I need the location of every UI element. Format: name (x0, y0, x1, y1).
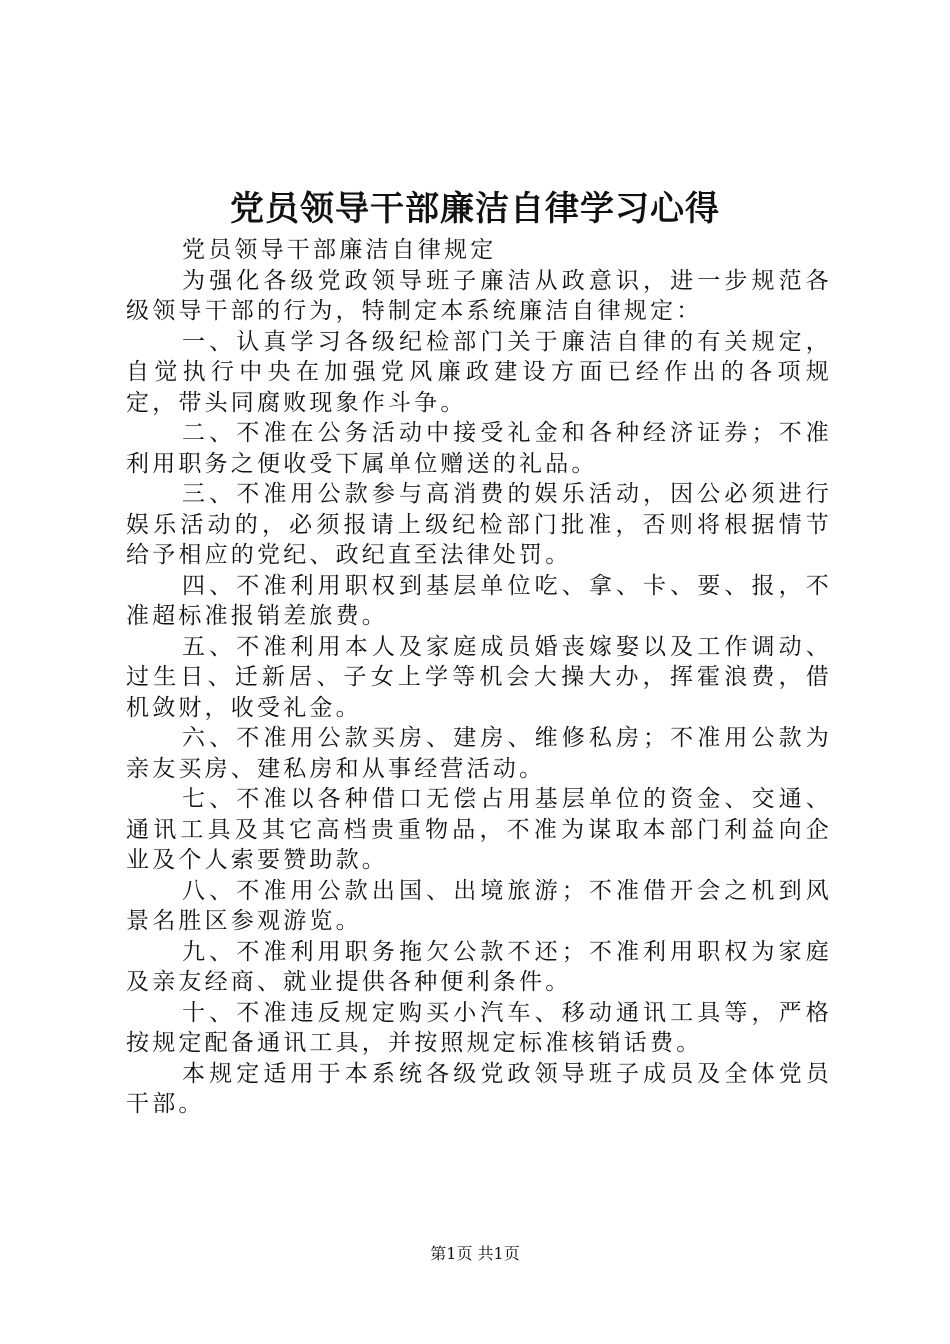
paragraph-rule-2: 二、不准在公务活动中接受礼金和各种经济证券；不准利用职务之便收受下属单位赠送的礼品。 (126, 420, 832, 477)
paragraph-rule-8: 八、不准用公款出国、出境旅游；不准借开会之机到风景名胜区参观游览。 (126, 877, 832, 934)
document-title: 党员领导干部廉洁自律学习心得 (230, 189, 720, 229)
paragraph-rule-10: 十、不准违反规定购买小汽车、移动通讯工具等，严格按规定配备通讯工具，并按照规定标准核销话费。 (126, 999, 832, 1056)
paragraph-rule-9: 九、不准利用职务拖欠公款不还；不准利用职权为家庭及亲友经商、就业提供各种便利条件。 (126, 938, 832, 995)
paragraph-subtitle: 党员领导干部廉洁自律规定 (182, 237, 497, 263)
paragraph-rule-5: 五、不准利用本人及家庭成员婚丧嫁娶以及工作调动、过生日、迁新居、子女上学等机会大操大办，挥霍浪费，借机敛财，收受礼金。 (126, 633, 832, 721)
paragraph-rule-6: 六、不准用公款买房、建房、维修私房；不准用公款为亲友买房、建私房和从事经营活动。 (126, 725, 832, 782)
document-body (126, 235, 832, 1120)
paragraph-rule-3: 三、不准用公款参与高消费的娱乐活动，因公必须进行娱乐活动的，必须报请上级纪检部门批准，否则将根据情节给予相应的党纪、政纪直至法律处罚。 (126, 481, 832, 568)
paragraph-closing: 本规定适用于本系统各级党政领导班子成员及全体党员干部。 (126, 1060, 832, 1117)
paragraph-rule-4: 四、不准利用职权到基层单位吃、拿、卡、要、报，不准超标准报销差旅费。 (126, 572, 832, 629)
paragraph-rule-1: 一、认真学习各级纪检部门关于廉洁自律的有关规定，自觉执行中央在加强党风廉政建设方面已经作出的各项规定，带头同腐败现象作斗争。 (126, 328, 832, 416)
paragraph-rule-7: 七、不准以各种借口无偿占用基层单位的资金、交通、通讯工具及其它高档贵重物品，不准为谋取本部门利益向企业及个人索要赞助款。 (126, 786, 832, 873)
paragraph-intro: 为强化各级党政领导班子廉洁从政意识，进一步规范各级领导干部的行为，特制定本系统廉洁自律规定： (126, 267, 832, 324)
page-footer: 第1页 共1页 (430, 1244, 520, 1263)
